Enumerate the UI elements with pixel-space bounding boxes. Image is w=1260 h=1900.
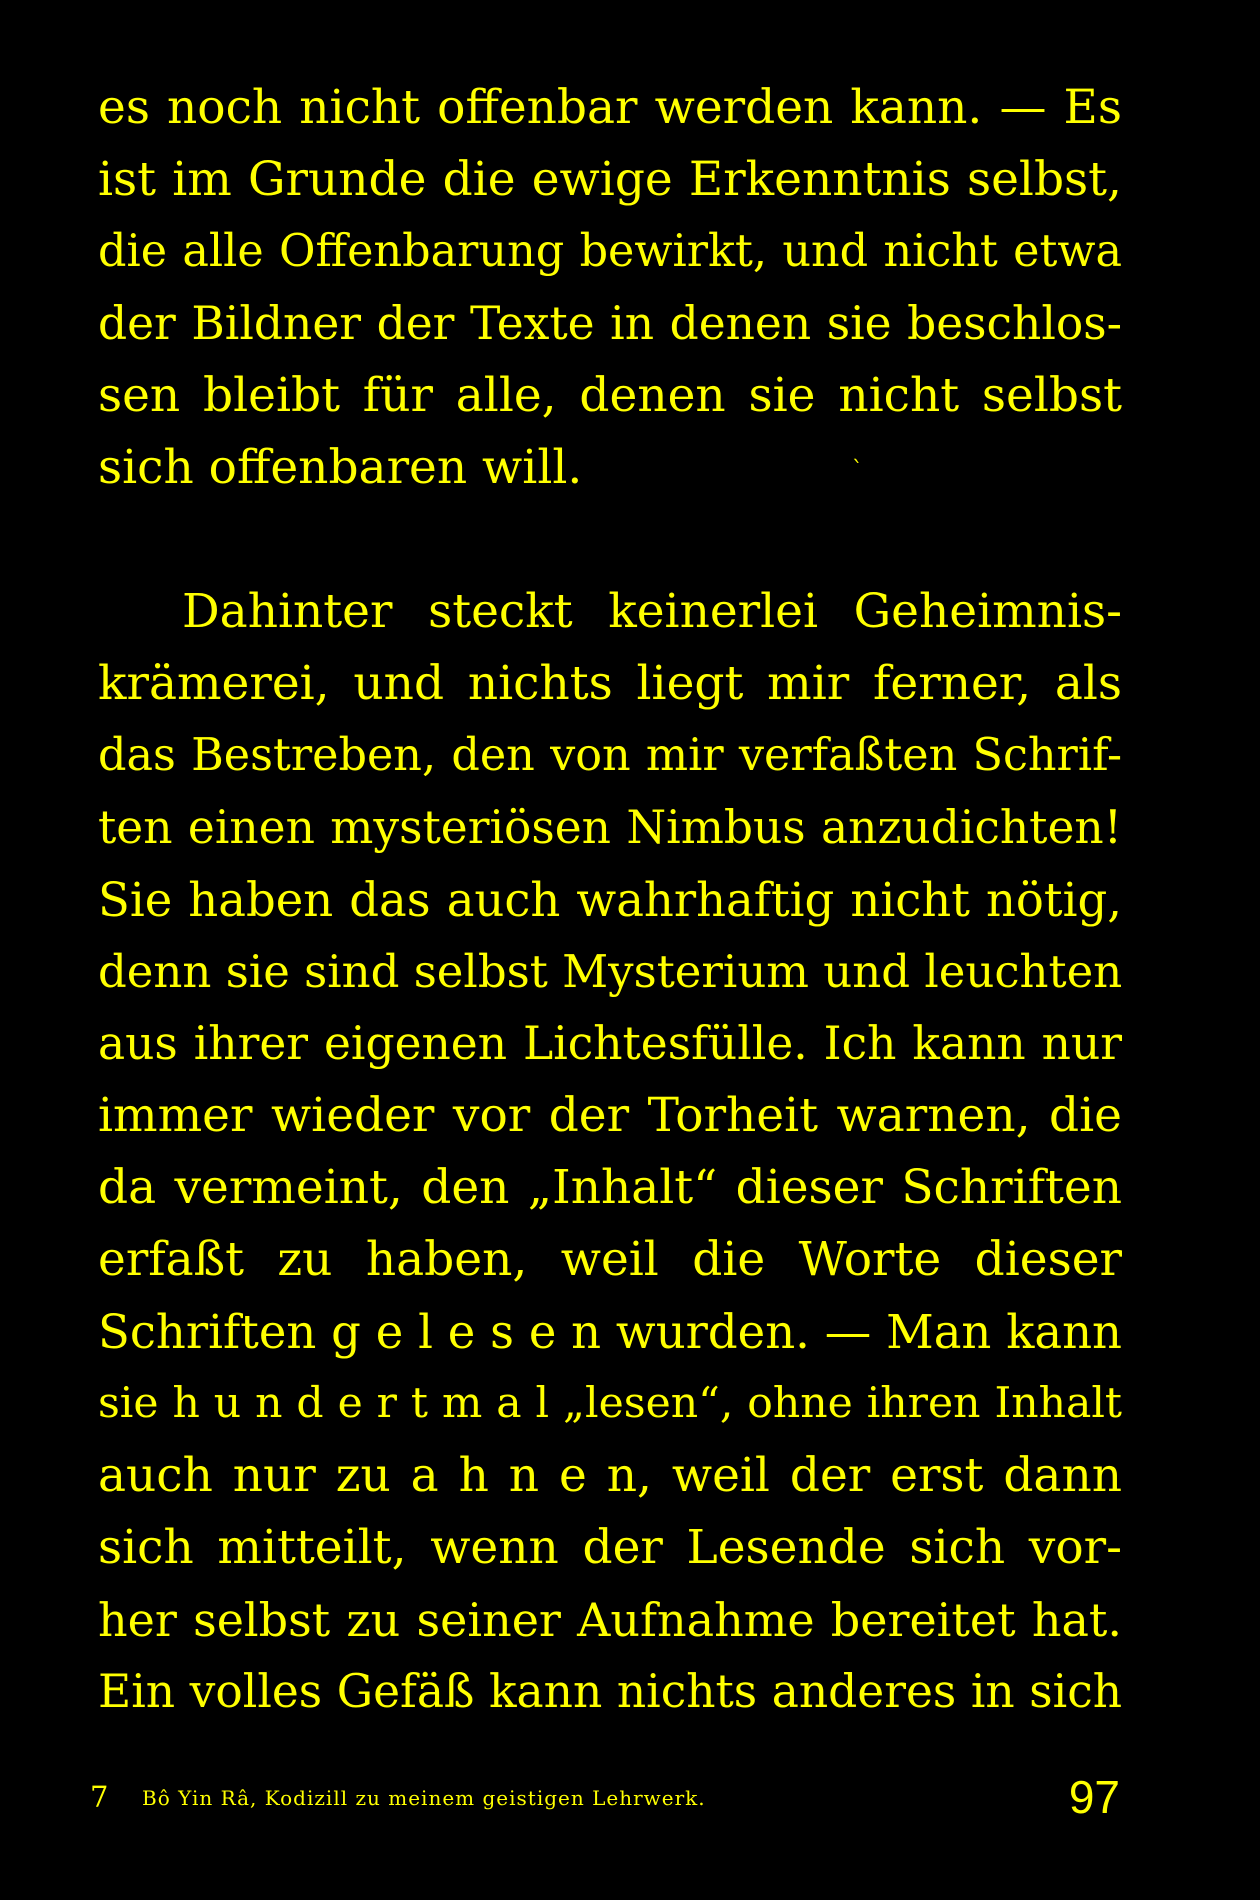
text-line: es noch nicht offenbar werden kann. — Es [98,80,1122,135]
paragraph-1 [98,72,1122,504]
text-line: Dahinter steckt keinerlei Geheimnis- [182,584,1122,639]
text-line: Sie haben das auch wahrhaftig nicht nötig, [98,873,1122,927]
text-line: auch nur zu a h n e n, weil der erst dann [98,1448,1122,1503]
text-line: sich mitteilt, wenn der Lesende sich vor- [98,1520,1122,1575]
text-line: aus ihrer eigenen Lichtesfülle. Ich kann nur [98,1017,1122,1070]
text-line: der Bildner der Texte in denen sie beschlos- [98,297,1122,350]
page-number: 97 [1068,1771,1120,1823]
text-line: sen bleibt für alle, denen sie nicht selbst [98,368,1122,423]
text-line: da vermeint, den „Inhalt“ dieser Schriften [98,1160,1122,1215]
text-line: sich offenbaren will. [98,440,583,495]
text-line: die alle Offenbarung bewirkt, und nicht etwa [98,226,1122,277]
paragraph-2 [98,576,1122,1728]
text-line: erfaßt zu haben, weil die Worte dieser [98,1232,1122,1287]
text-line: immer wieder vor der Torheit warnen, die [98,1088,1122,1143]
page-footer [90,1770,1120,1830]
text-line: ist im Grunde die ewige Erkenntnis selbst, [98,152,1122,207]
book-credit: Bô Yin Râ, Kodizill zu meinem geistigen Lehrwerk. [142,1786,706,1810]
text-line: Schriften g e l e s e n wurden. — Man kann [98,1305,1122,1359]
signature-mark: 7 [90,1780,109,1814]
text-line: das Bestreben, den von mir verfaßten Schrif- [98,730,1122,781]
text-line: denn sie sind selbst Mysterium und leuchten [98,945,1123,998]
text-line: Ein volles Gefäß kann nichts anderes in sich [98,1665,1122,1718]
text-line: krämerei, und nichts liegt mir ferner, als [98,656,1122,711]
text-line: ten einen mysteriösen Nimbus anzudichten! [98,801,1122,854]
text-line: her selbst zu seiner Aufnahme bereitet hat. [98,1593,1122,1647]
text-line: sie h u n d e r t m a l „lesen“, ohne ihren Inhalt [98,1379,1122,1428]
stray-mark: ` [852,458,863,483]
